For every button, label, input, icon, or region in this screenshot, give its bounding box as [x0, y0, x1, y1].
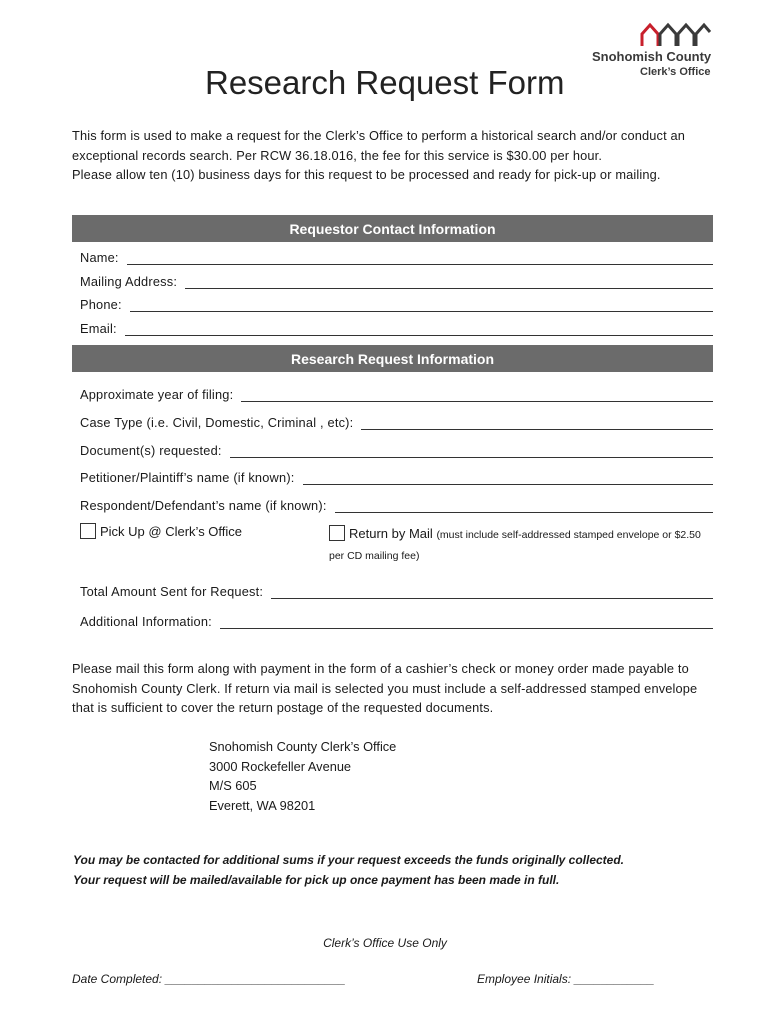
return-mail-label: Return by Mail: [349, 526, 433, 541]
employee-initials-field: Employee Initials: ____________: [477, 972, 655, 986]
total-field[interactable]: [271, 584, 713, 599]
documents-label: Document(s) requested:: [80, 443, 222, 458]
logo-name: Snohomish County: [592, 49, 712, 64]
email-row: [80, 318, 713, 336]
logo-subtitle: Clerk’s Office: [640, 66, 711, 78]
additional-row: [80, 611, 713, 629]
pickup-label: Pick Up @ Clerk’s Office: [100, 524, 243, 539]
petitioner-row: [80, 467, 713, 485]
name-field[interactable]: [127, 250, 713, 265]
additional-label: Additional Information:: [80, 614, 212, 629]
research-section-header: Research Request Information: [72, 345, 713, 372]
phone-field[interactable]: [130, 297, 713, 312]
petitioner-field[interactable]: [303, 470, 713, 485]
contact-section-header: Requestor Contact Information: [72, 215, 713, 242]
total-label: Total Amount Sent for Request:: [80, 584, 264, 599]
respondent-row: [80, 495, 713, 513]
case-type-field[interactable]: [361, 415, 713, 430]
mailing-label: Mailing Address:: [80, 274, 178, 289]
email-field[interactable]: [125, 321, 713, 336]
documents-field[interactable]: [230, 443, 713, 458]
name-label: Name:: [80, 250, 119, 265]
pickup-checkbox[interactable]: [80, 523, 96, 539]
return-option: [329, 524, 709, 566]
address-line-2: 3000 Rockefeller Avenue: [209, 758, 352, 774]
pickup-option: [80, 523, 242, 539]
office-use-heading: Clerk’s Office Use Only: [323, 936, 447, 950]
petitioner-label: Petitioner/Plaintiff’s name (if known):: [80, 470, 295, 485]
phone-row: [80, 294, 713, 312]
respondent-label: Respondent/Defendant’s name (if known):: [80, 498, 327, 513]
address-line-4: Everett, WA 98201: [209, 797, 316, 813]
documents-row: [80, 440, 713, 458]
date-completed-field: Date Completed: ___________________________: [72, 972, 346, 986]
intro-paragraph-2: Please allow ten (10) business days for this request to be processed and ready for pick-up or mailing.: [72, 167, 661, 182]
mailing-field[interactable]: [185, 274, 713, 289]
notice-line-2: Your request will be mailed/available for pick up once payment has been made in full.: [73, 873, 560, 887]
mailing-row: [80, 271, 713, 289]
total-row: [80, 581, 713, 599]
additional-field[interactable]: [220, 614, 713, 629]
payment-notice: [73, 850, 624, 890]
phone-label: Phone:: [80, 297, 122, 312]
case-type-row: [80, 412, 713, 430]
mail-instructions: Please mail this form along with payment in the form of a cashier’s check or money order made payable to Snohomish County Clerk. If return via mail is selected you must include a self-addressed stamped envelope that is sufficient to cover the return postage of the requested documents.: [72, 661, 698, 715]
form-title: Research Request Form: [205, 64, 565, 101]
year-row: [80, 384, 713, 402]
email-label: Email:: [80, 321, 117, 336]
address-line-1: Snohomish County Clerk’s Office: [209, 739, 397, 754]
mailing-address: [209, 737, 396, 815]
year-field[interactable]: [241, 387, 713, 402]
intro-text: [72, 126, 712, 185]
respondent-field[interactable]: [335, 498, 713, 513]
year-label: Approximate year of filing:: [80, 387, 234, 402]
county-logo: [582, 18, 722, 80]
return-mail-note: (must include self-addressed stamped envelope or $2.50 per CD mailing fee): [329, 529, 701, 562]
house-roofs-icon: [640, 22, 712, 48]
intro-paragraph-1: This form is used to make a request for the Clerk’s Office to perform a historical search and/or conduct an exceptional records search. Per RCW 36.18.016, the fee for this service is $30.00 per hour.: [72, 128, 686, 163]
address-line-3: M/S 605: [209, 778, 257, 793]
return-mail-checkbox[interactable]: [329, 525, 345, 541]
name-row: [80, 247, 713, 265]
notice-line-1: You may be contacted for additional sums if your request exceeds the funds originally collected.: [73, 853, 625, 867]
case-type-label: Case Type (i.e. Civil, Domestic, Criminal , etc):: [80, 415, 354, 430]
